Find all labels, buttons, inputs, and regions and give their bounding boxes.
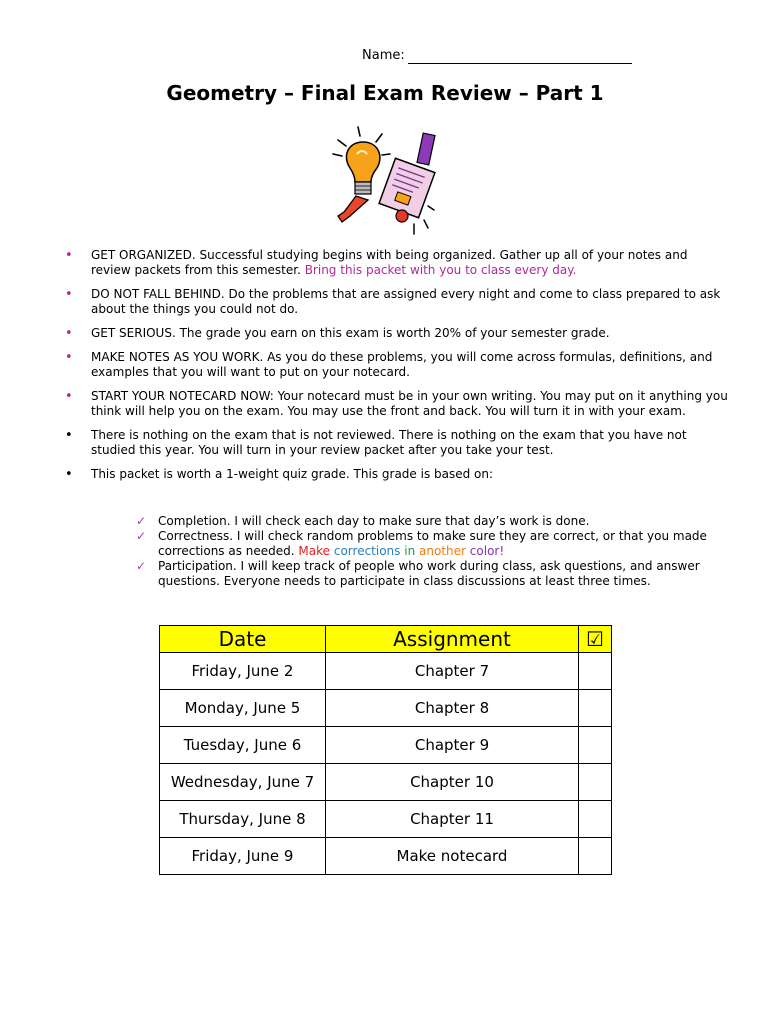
row-check-cell[interactable] bbox=[579, 838, 612, 875]
instructions-list bbox=[0, 248, 770, 491]
row-date: Tuesday, June 6 bbox=[160, 727, 326, 764]
table-row bbox=[160, 838, 612, 875]
row-assignment: Chapter 10 bbox=[326, 764, 579, 801]
name-blank-field[interactable] bbox=[408, 49, 632, 64]
bullet-dot: • bbox=[65, 350, 73, 365]
checkmark-icon: ✓ bbox=[136, 514, 147, 528]
row-check-cell[interactable] bbox=[579, 801, 612, 838]
colored-word: Make bbox=[298, 544, 331, 558]
bullet-dot: • bbox=[65, 287, 73, 302]
criteria-item bbox=[0, 514, 770, 529]
table-row bbox=[160, 764, 612, 801]
instruction-item bbox=[0, 350, 770, 380]
instruction-text: GET ORGANIZED. Successful studying begins with being organized. Gather up all of your notes and review packets from this semester. bbox=[91, 248, 688, 277]
bullet-dot: • bbox=[65, 467, 73, 482]
criteria-item bbox=[0, 559, 770, 589]
header-date: Date bbox=[160, 626, 326, 653]
colored-word: color! bbox=[469, 544, 505, 558]
row-check-cell[interactable] bbox=[579, 690, 612, 727]
checkmark-icon: ✓ bbox=[136, 529, 147, 543]
instruction-text: DO NOT FALL BEHIND. Do the problems that are assigned every night and come to class prepared to ask about the things you could not do. bbox=[91, 287, 721, 316]
instruction-text: START YOUR NOTECARD NOW: Your notecard must be in your own writing. You may put on it anything you think will help you on the exam. You may use the front and back. You will turn it in with your exam. bbox=[91, 389, 728, 418]
instruction-item bbox=[0, 428, 770, 458]
colored-word: corrections bbox=[333, 544, 401, 558]
instruction-item bbox=[0, 287, 770, 317]
criteria-text: Completion. I will check each day to make sure that day’s work is done. bbox=[158, 514, 590, 528]
instruction-text: MAKE NOTES AS YOU WORK. As you do these problems, you will come across formulas, definitions, and examples that you will want to put on your notecard. bbox=[91, 350, 713, 379]
row-date: Friday, June 9 bbox=[160, 838, 326, 875]
row-date: Wednesday, June 7 bbox=[160, 764, 326, 801]
row-assignment: Chapter 8 bbox=[326, 690, 579, 727]
row-assignment: Chapter 11 bbox=[326, 801, 579, 838]
page-title: Geometry – Final Exam Review – Part 1 bbox=[166, 81, 604, 105]
table-row bbox=[160, 801, 612, 838]
row-check-cell[interactable] bbox=[579, 764, 612, 801]
instruction-item bbox=[0, 389, 770, 419]
instruction-item bbox=[0, 248, 770, 278]
row-date: Monday, June 5 bbox=[160, 690, 326, 727]
colored-word: another bbox=[419, 544, 466, 558]
bullet-dot: • bbox=[65, 248, 73, 263]
checkbox-icon: ☑ bbox=[579, 626, 612, 653]
checkmark-icon: ✓ bbox=[136, 559, 147, 573]
bullet-dot: • bbox=[65, 428, 73, 443]
instruction-text: GET SERIOUS. The grade you earn on this exam is worth 20% of your semester grade. bbox=[91, 326, 610, 340]
row-date: Friday, June 2 bbox=[160, 653, 326, 690]
row-date: Thursday, June 8 bbox=[160, 801, 326, 838]
bullet-dot: • bbox=[65, 326, 73, 341]
instruction-text: This packet is worth a 1-weight quiz grade. This grade is based on: bbox=[91, 467, 494, 481]
table-header-row bbox=[160, 626, 612, 653]
assignment-schedule-table bbox=[159, 625, 612, 875]
name-line bbox=[362, 48, 632, 64]
row-assignment: Chapter 7 bbox=[326, 653, 579, 690]
bullet-dot: • bbox=[65, 389, 73, 404]
instruction-text: There is nothing on the exam that is not reviewed. There is nothing on the exam that you have not studied this year. You will turn in your review packet after you take your test. bbox=[91, 428, 687, 457]
criteria-text: Correctness. I will check random problems to make sure they are correct, or that you made corrections as needed. bbox=[158, 529, 707, 558]
row-assignment: Chapter 9 bbox=[326, 727, 579, 764]
row-check-cell[interactable] bbox=[579, 653, 612, 690]
instruction-highlight: Bring this packet with you to class every day. bbox=[304, 263, 577, 277]
colored-word: in bbox=[404, 544, 416, 558]
table-row bbox=[160, 727, 612, 764]
name-label: Name: bbox=[362, 48, 405, 63]
instruction-item bbox=[0, 467, 770, 482]
table-row bbox=[160, 690, 612, 727]
table-row bbox=[160, 653, 612, 690]
criteria-text: Participation. I will keep track of people who work during class, ask questions, and answer questions. Everyone needs to participate in class discussions at least three times. bbox=[158, 559, 700, 588]
row-assignment: Make notecard bbox=[326, 838, 579, 875]
grading-criteria-list bbox=[0, 514, 770, 589]
criteria-item bbox=[0, 529, 770, 559]
row-check-cell[interactable] bbox=[579, 727, 612, 764]
header-assignment: Assignment bbox=[326, 626, 579, 653]
instruction-item bbox=[0, 326, 770, 341]
lightbulb-and-certificate-icon bbox=[330, 124, 438, 236]
